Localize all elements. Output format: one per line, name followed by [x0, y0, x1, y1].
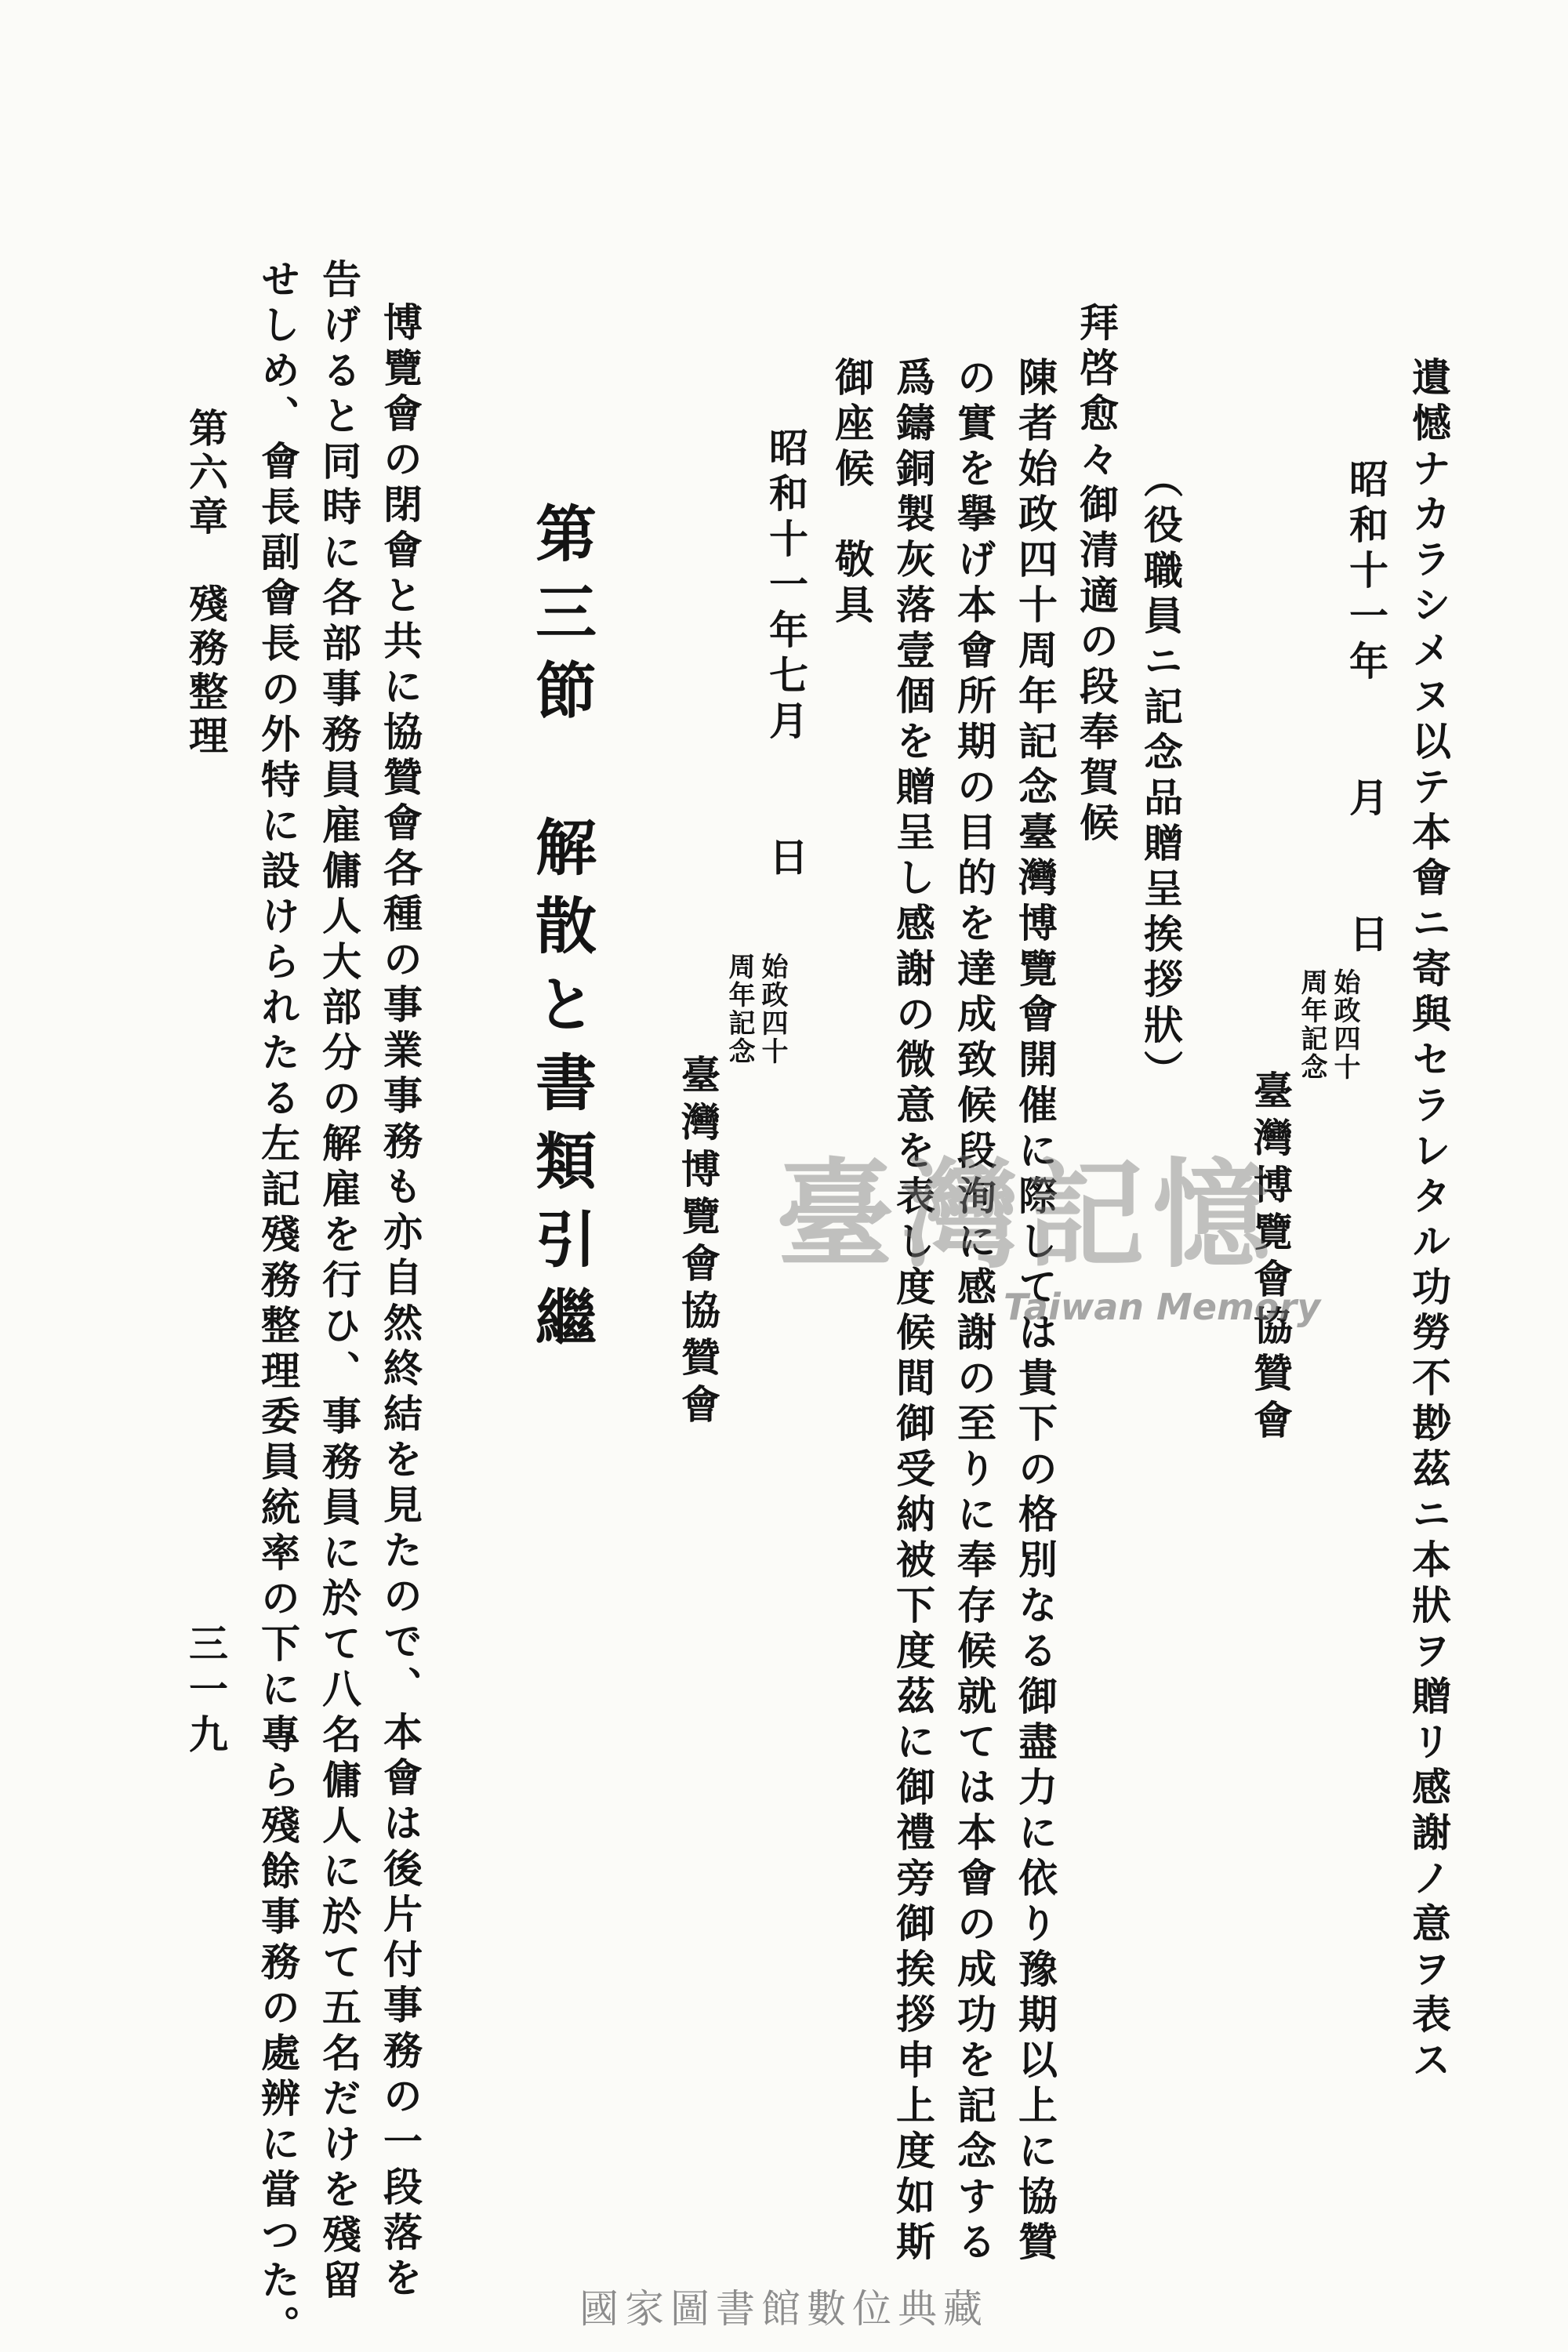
letter2-line-1: 拜啓愈々御清適の段奉賀候: [1073, 302, 1120, 848]
letter2-org-name: 臺灣博覽會協贊會: [675, 1054, 721, 1431]
page-number: 三一九: [183, 1623, 229, 1759]
watermark-logo-text: 臺灣記憶: [776, 1146, 1279, 1284]
section-paragraph-line-2: 告げると同時に各部事務員雇傭人大部分の解雇を行ひ、事務員に於て八名傭人に於て五名だけを殘留: [316, 259, 362, 2305]
letter2-line-2: 陳者始政四十周年記念臺灣博覽會開催に際しては貴下の格別なる御盡力に依り豫期以上に協贊: [1012, 357, 1058, 2267]
section-title: 第三節 解散と書類引繼: [525, 502, 597, 1364]
letter2-signature: [674, 953, 787, 1431]
letter1-org-prefix: [1297, 968, 1359, 1081]
section-paragraph-line-1: 博覽會の閉會と共に協贊會各種の事業事務も亦自然終結を見たので、本會は後片付事務の一段落を: [377, 302, 423, 2303]
letter1-closing-line: 遺憾ナカラシメヌ以テ本會ニ寄與セラレタル功勞不尠茲ニ本狀ヲ贈リ感謝ノ意ヲ表ス: [1406, 357, 1452, 2085]
letter1-date: 昭和十一年 月 日: [1343, 459, 1389, 959]
letter1-org-small-2: 周年記念: [1296, 968, 1327, 1081]
letter2-line-5: 御座候 敬具: [829, 357, 875, 630]
letter2-line-4: 爲鑄銅製灰落壹個を贈呈し感謝の微意を表し度候間御受納被下度茲に御禮旁御挨拶申上度如斯: [890, 357, 936, 2267]
letter2-date: 昭和十一年七月 日: [763, 427, 809, 882]
letter1-org-small-1: 始政四十: [1329, 968, 1360, 1081]
letter2-org-small-2: 周年記念: [724, 953, 755, 1065]
library-credit: 國家圖書館數位典藏: [579, 2286, 989, 2332]
letter2-org-prefix: [724, 953, 787, 1065]
watermark-logo-subtext: Taiwan Memory: [1004, 1286, 1321, 1328]
letter2-heading: （役職員ニ記念品贈呈挨拶狀）: [1138, 459, 1184, 1095]
letter1-org-name: 臺灣博覽會協贊會: [1247, 1070, 1294, 1446]
letter2-line-3: の實を擧げ本會所期の目的を達成致候段洵に感謝の至りに奉存候就ては本會の成功を記念する: [951, 357, 997, 2267]
letter2-org-small-1: 始政四十: [757, 953, 788, 1065]
section-paragraph-line-3: せしめ、會長副會長の外特に設けられたる左記殘務整理委員統率の下に專ら殘餘事務の處辨に當つた。: [255, 259, 301, 2350]
chapter-footer: 第六章 殘務整理: [183, 408, 229, 759]
